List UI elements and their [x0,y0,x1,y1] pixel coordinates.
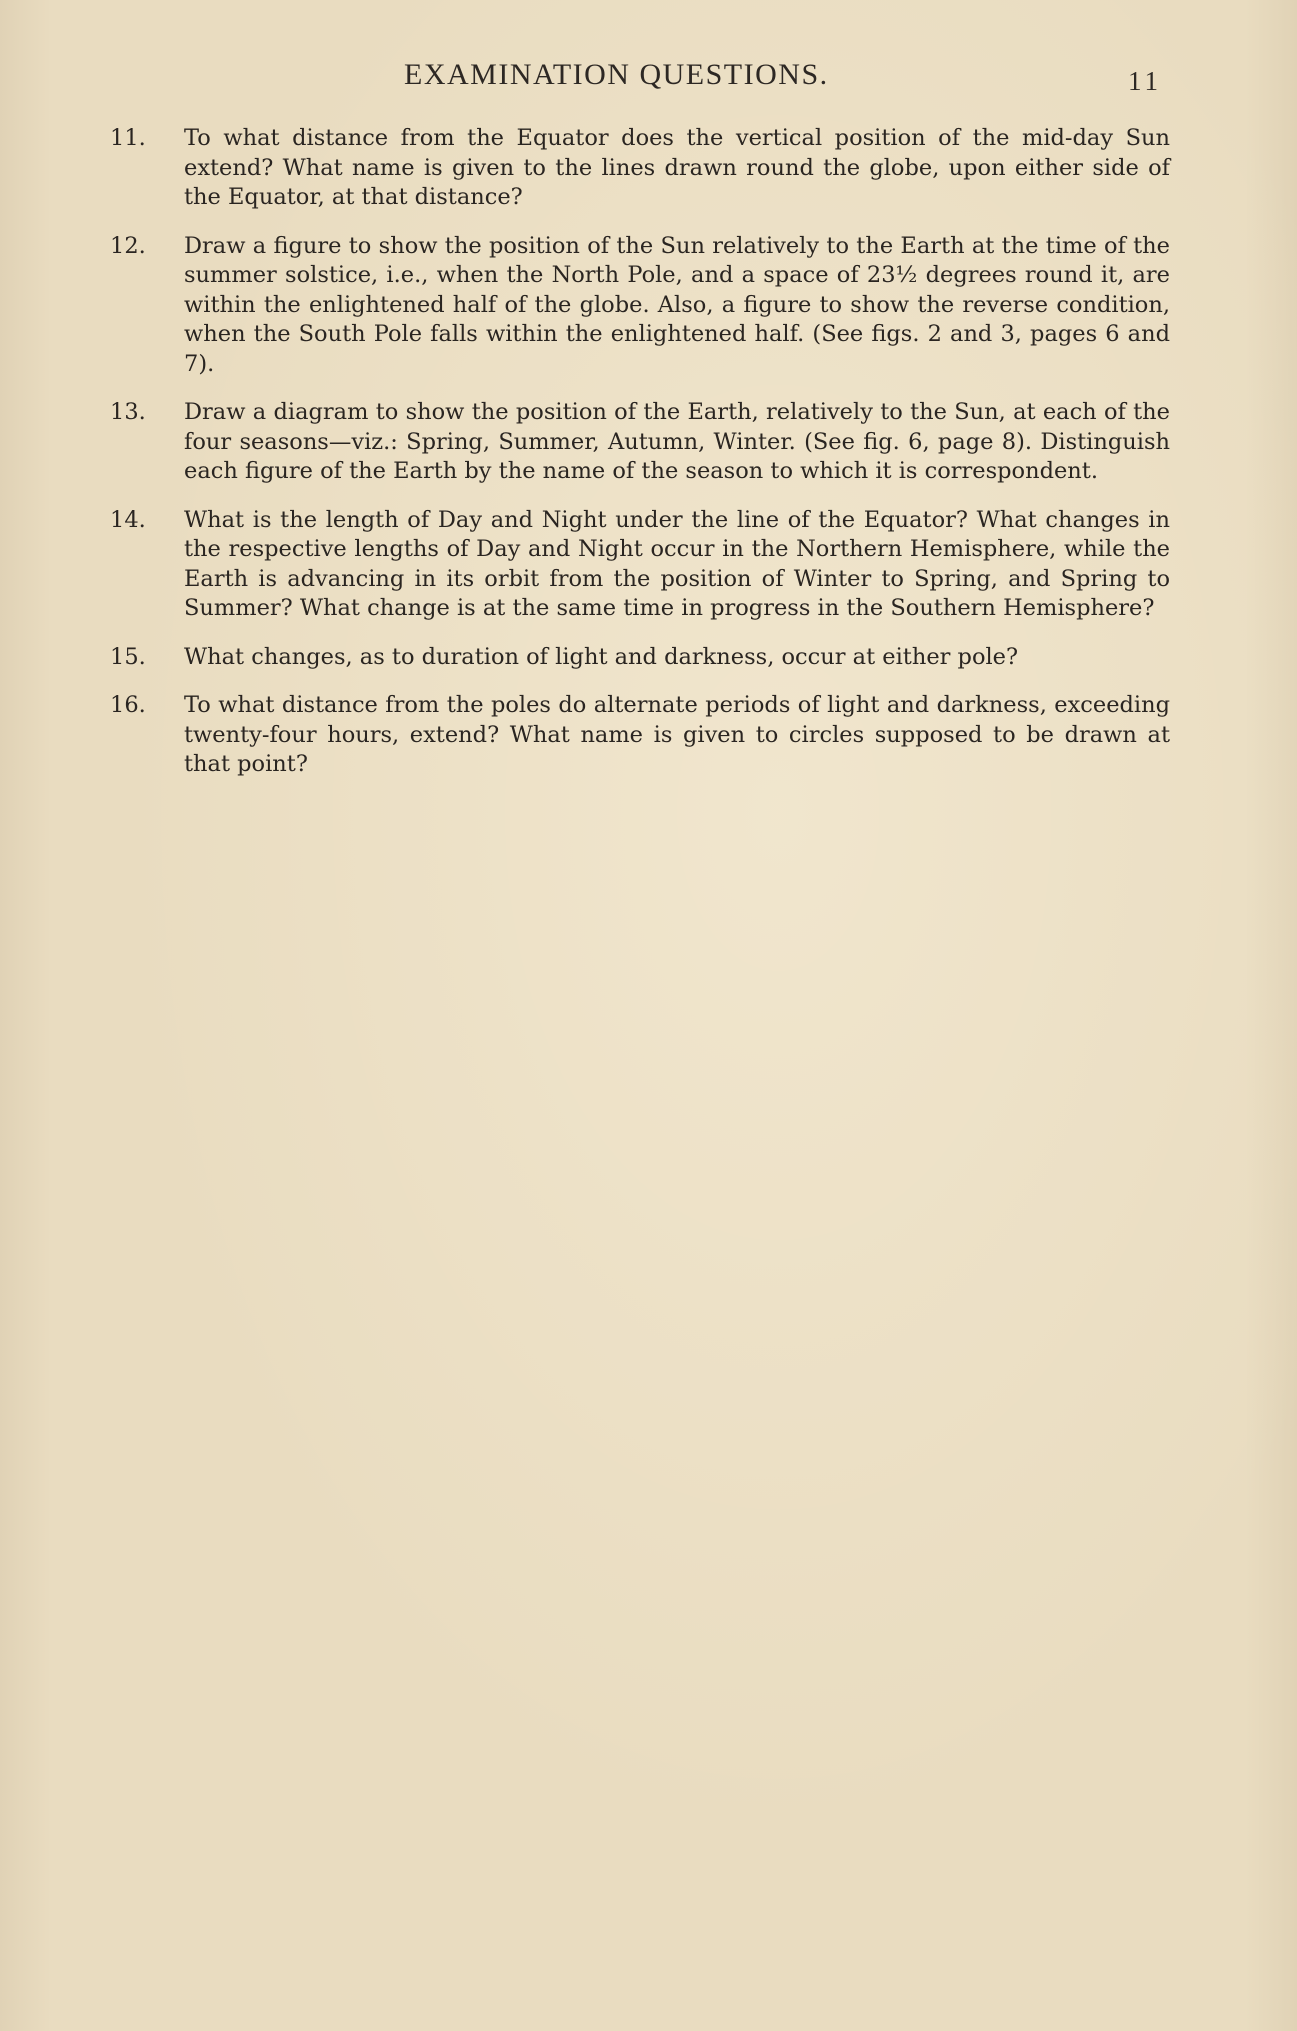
question-number: 11. [110,125,146,151]
question-text: To what distance from the poles do alternate periods of light and darkness, exceeding twenty-four hours, extend? What name is given to circles supposed to be drawn at that point? [184,692,1170,777]
question-number: 16. [110,692,146,718]
question-number: 12. [110,232,146,259]
question-list [110,124,1170,799]
question-item [110,398,1170,487]
question-number: 13. [110,399,146,425]
question-text: To what distance from the Equator does the vertical position of the mid-day Sun extend? What name is given to the lines drawn round the globe, upon either side of the Equator, at that distance? [184,125,1170,210]
running-title: EXAMINATION QUESTIONS. [404,58,829,91]
question-item [110,643,1170,673]
question-text: Draw a figure to show the position of the Sun relatively to the Earth at the time of the summer solstice, i.e., when the North Pole, and a space of 23½ degrees round it, are within the enlightened half of the globe. Also, a figure to show the reverse condition, when the South Pole falls within the enlightened half. (See figs. 2 and 3, pages 6 and 7). [184,232,1170,377]
question-text: What changes, as to duration of light and darkness, occur at either pole? [184,643,1019,670]
question-item [110,691,1170,780]
question-text: Draw a diagram to show the position of the Earth, relatively to the Sun, at each of the four seasons—viz.: Spring, Summer, Autumn, Winter. (See fig. 6, page 8). Distinguish each figure of the Earth by the name of the season to which it is correspondent. [184,399,1170,484]
page-number: 11 [1128,66,1162,96]
question-number: 14. [110,506,146,533]
question-text: What is the length of Day and Night under the line of the Equator? What changes in the respective lengths of Day and Night occur in the Northern Hemisphere, while the Earth is advancing in its orbit from the position of Winter to Spring, and Spring to Summer? What change is at the same time in progress in the Southern Hemisphere? [184,506,1170,621]
question-number: 15. [110,643,146,670]
question-item [110,506,1170,624]
question-item [110,124,1170,213]
question-item [110,232,1170,380]
page-header [0,58,1297,98]
